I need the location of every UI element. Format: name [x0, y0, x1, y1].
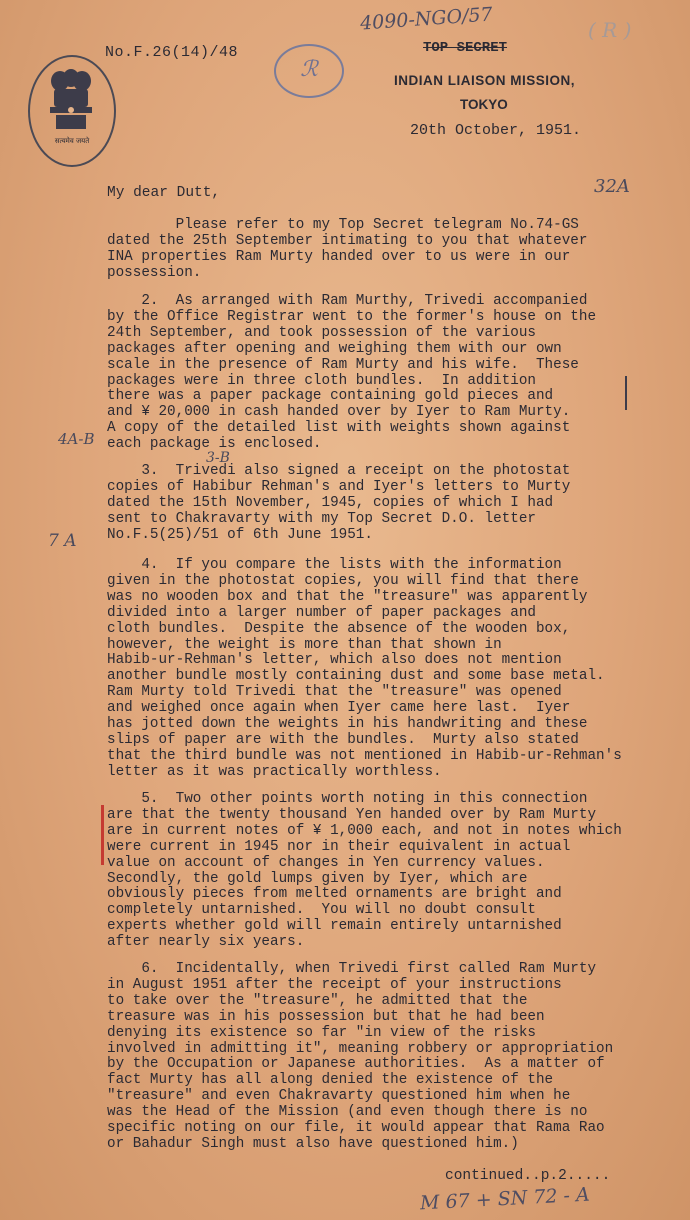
margin-mark	[625, 376, 627, 410]
paragraph-5: 5. Two other points worth noting in this connection are that the twenty thousand Yen handed over by Ram Murty are in current notes of ¥ 1,000 each, and not in notes which were current in 1945 nor in their equivalent in actual value on account of changes in Yen currency values. Secondly, the gold lumps given by Iyer, which are obviously pieces from melted ornaments are bright and completely untarnished. You will no doubt consult experts whether gold will remain entirely untarnished after nearly six years.	[107, 791, 622, 951]
margin-annotation-7a: 7 A	[48, 531, 77, 551]
annotation-32a: 32A	[594, 176, 630, 197]
government-emblem	[28, 55, 116, 167]
office-name: INDIAN LIAISON MISSION,	[394, 73, 576, 88]
classification-label: TOP SECRET	[423, 40, 508, 56]
corner-stamp: ( R )	[588, 18, 632, 42]
continued-note: continued..p.2.....	[445, 1168, 611, 1184]
annotation-3b: 3-B	[206, 450, 230, 466]
red-margin-mark	[101, 805, 104, 865]
margin-annotation-4b: 4A-B	[58, 430, 95, 448]
lion-capital-icon	[44, 67, 98, 133]
office-city: TOKYO	[460, 97, 508, 112]
paragraph-1: Please refer to my Top Secret telegram No.74-GS dated the 25th September intimating to you that whatever INA properties Ram Murty handed over to us were in our possession.	[107, 217, 588, 281]
paragraph-2: 2. As arranged with Ram Murthy, Trivedi accompanied by the Office Registrar went to the former's house on the 24th September, and took possession of the various packages after opening and weighing them with our own scale in the presence of Ram Murty and his wife. These packages were in three cloth bundles. In addition there was a paper package containing gold pieces and and ¥ 20,000 in cash handed over by Iyer to Ram Murty. A copy of the detailed list with weights shown against each package is enclosed.	[107, 293, 597, 453]
paragraph-4: 4. If you compare the lists with the information given in the photostat copies, you will find that there was no wooden box and that the "treasure" was apparently divided into a larger number of paper packages and cloth bundles. Despite the absence of the wooden box, however, the weight is more than that shown in Habib-ur-Rehman's letter, which also does not mention another bundle mostly containing dust and some base metal. Ram Murty told Trivedi that the "treasure" was opened and weighed once again when Iyer came here last. Iyer has jotted down the weights in his handwriting and these slips of paper are with the bundles. Murty also stated that the third bundle was not mentioned in Habib-ur-Rehman's letter as it was practically worthless.	[107, 557, 622, 780]
reference-number: No.F.26(14)/48	[105, 44, 239, 61]
bottom-annotation: M 67 + SN 72 - A	[419, 1183, 591, 1215]
paragraph-3: 3. Trivedi also signed a receipt on the photostat copies of Habibur Rehman's and Iyer's letters to Murty dated the 15th November, 1945, copies of which I had sent to Chakravarty with my Top Secret D.O. letter No.F.5(25)/51 of 6th June 1951.	[107, 463, 571, 543]
emblem-caption: सत्यमेव जयते	[54, 137, 90, 145]
salutation: My dear Dutt,	[107, 185, 221, 201]
letter-date: 20th October, 1951.	[410, 122, 582, 139]
circle-stamp: ℛ	[274, 44, 344, 98]
handwritten-file-number: 4090-NGO/57	[359, 3, 494, 35]
paragraph-6: 6. Incidentally, when Trivedi first called Ram Murty in August 1951 after the receipt of your instructions to take over the "treasure", he admitted that the treasure was in his possession but that he had been denying its existence so far "in view of the risks involved in admitting it", meaning robbery or appropriation by the Occupation or Japanese authorities. As a matter of fact Murty has all along denied the existence of the "treasure" and even Chakravarty questioned him when he was the Head of the Mission (and even though there is no specific noting on our file, it would appear that Rama Rao or Bahadur Singh must also have questioned him.)	[107, 961, 614, 1152]
